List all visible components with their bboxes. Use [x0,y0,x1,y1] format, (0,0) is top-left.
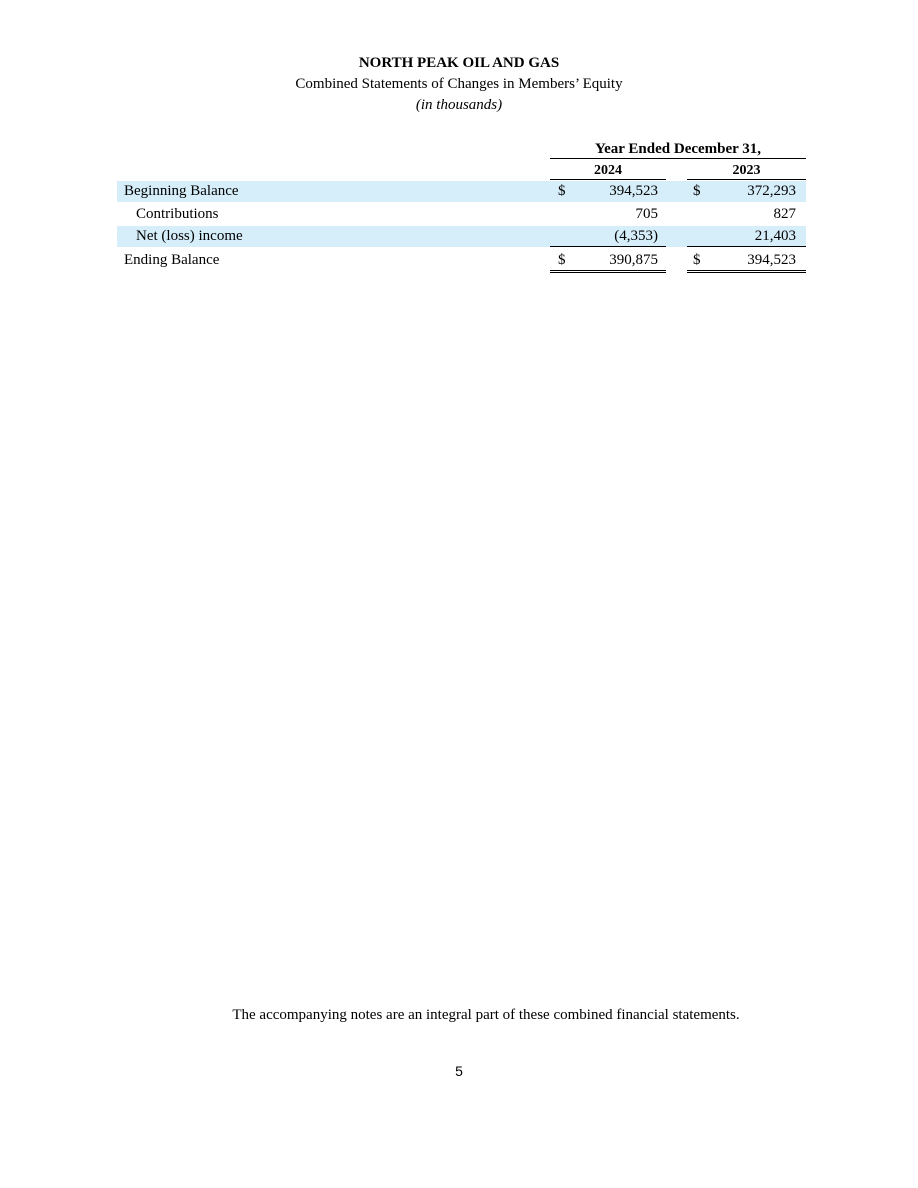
row-label: Net (loss) income [136,228,243,244]
table-row-net-income [117,226,806,247]
value-2023: 827 [773,206,796,222]
value-2024: 394,523 [609,183,658,199]
column-header-2024: 2024 [550,162,666,180]
currency-symbol: $ [558,183,566,199]
table-row-beginning-balance [117,181,806,202]
row-label: Contributions [136,206,219,222]
total-double-rule-2024 [550,270,666,273]
table-row-contributions [117,204,806,225]
value-2024: (4,353) [614,228,658,244]
company-name: NORTH PEAK OIL AND GAS [358,55,560,71]
value-2024: 705 [635,206,658,222]
currency-symbol: $ [558,252,566,268]
value-2023: 21,403 [754,228,796,244]
period-header: Year Ended December 31, [550,140,806,159]
row-label: Ending Balance [124,252,220,268]
footer-note: The accompanying notes are an integral part of these combined financial statements. [232,1007,740,1023]
column-header-2023: 2023 [687,162,806,180]
statement-title: Combined Statements of Changes in Members’ Equity [295,76,623,92]
currency-symbol: $ [693,183,701,199]
row-label: Beginning Balance [124,183,239,199]
total-double-rule-2023 [687,270,806,273]
page-number: 5 [455,1063,463,1079]
value-2024: 390,875 [609,252,658,268]
subtotal-rule-2024 [550,246,666,247]
units-note: (in thousands) [415,97,503,113]
value-2023: 372,293 [747,183,796,199]
value-2023: 394,523 [747,252,796,268]
subtotal-rule-2023 [687,246,806,247]
table-row-ending-balance [117,250,806,271]
currency-symbol: $ [693,252,701,268]
